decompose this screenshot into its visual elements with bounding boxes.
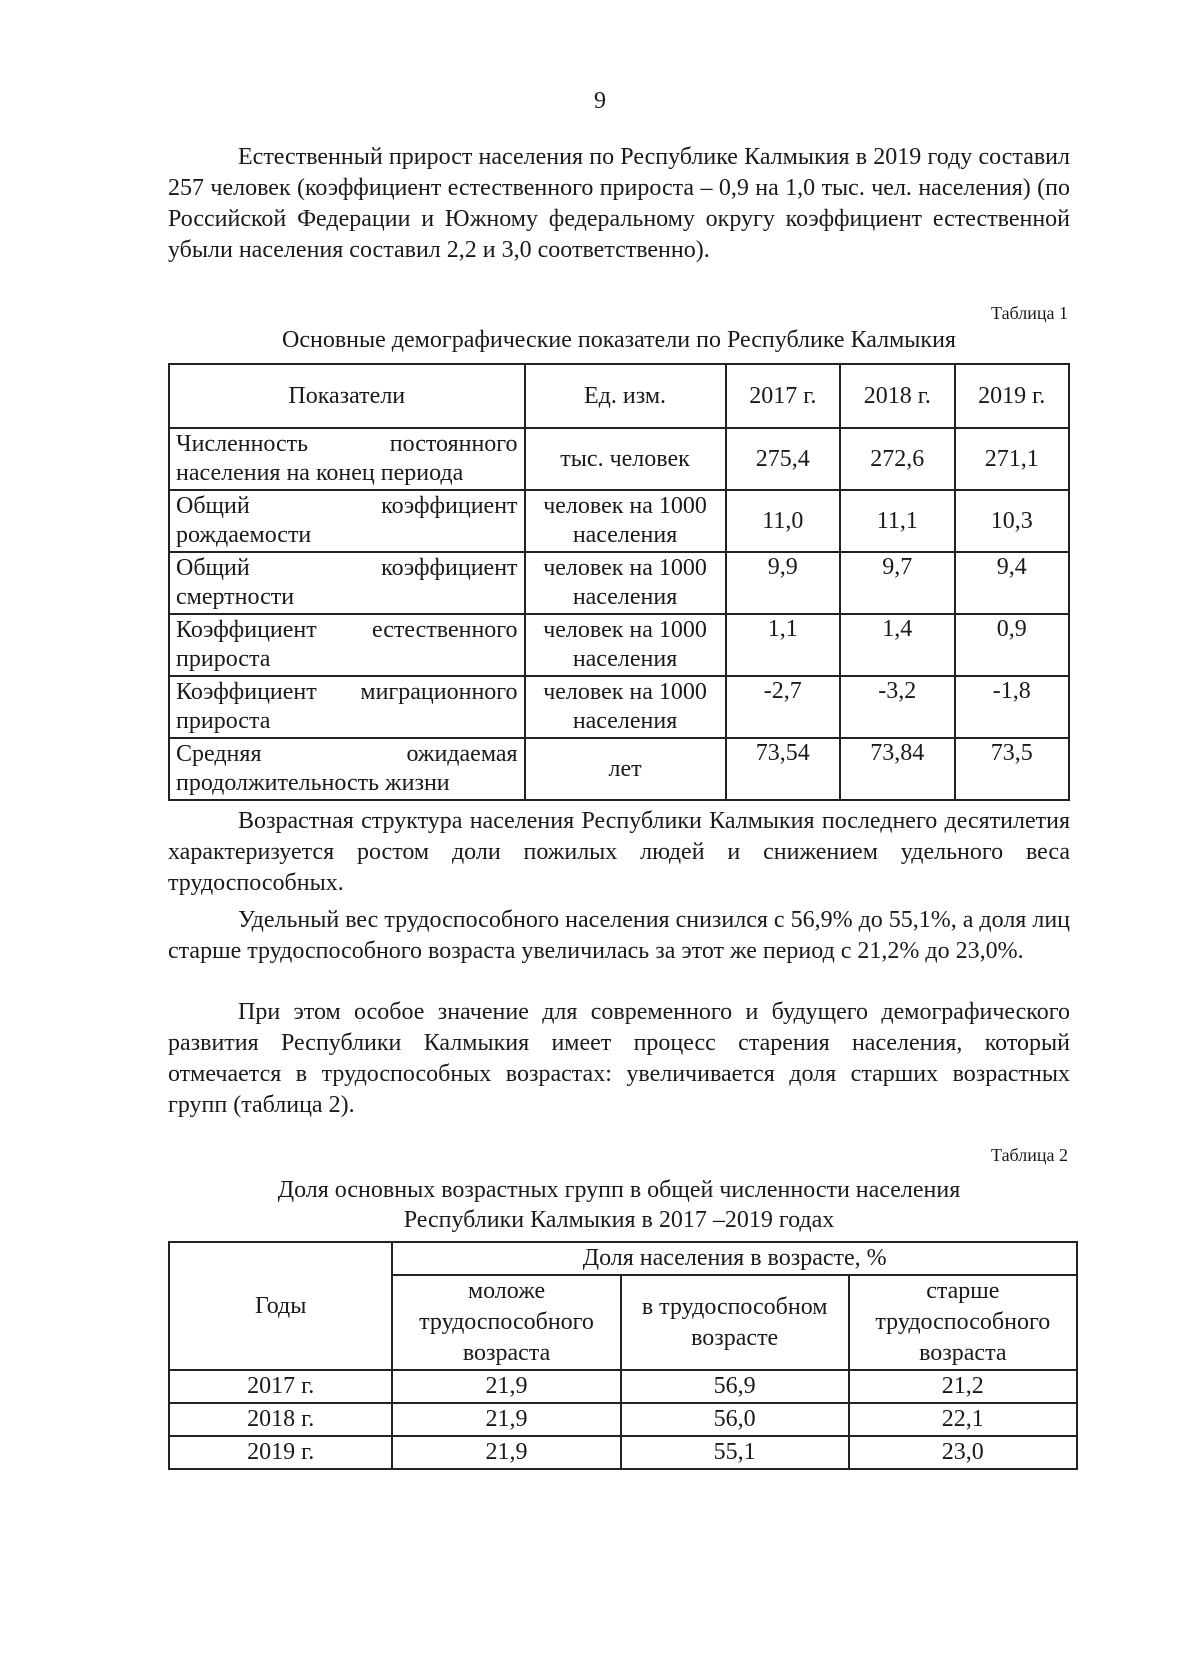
- table-1-header-row: [169, 364, 1069, 428]
- younger-cell: 21,9: [392, 1436, 620, 1469]
- paragraph-natural-growth: [168, 142, 1070, 266]
- working-cell: 56,0: [621, 1403, 849, 1436]
- indicator-cell: Численность постоянного населения на конец периода: [169, 428, 525, 490]
- page-number: 9: [594, 88, 606, 114]
- paragraph-1-text: Естественный прирост населения по Республике Калмыкия в 2019 году составил 257 человек (коэффициент естественного прироста – 0,9 на 1,0 тыс. чел. населения) (по Российской Федерации и Южному федеральному округу коэффициент естественной убыли населения составил 2,2 и 3,0 соответственно).: [168, 144, 1070, 263]
- header-unit: Ед. изм.: [525, 364, 726, 428]
- value-cell-2019: 271,1: [955, 428, 1070, 490]
- age-groups-table: [168, 1241, 1078, 1470]
- paragraph-2-text: Возрастная структура населения Республики Калмыкия последнего десятилетия характеризуется ростом доли пожилых людей и снижением удельного веса трудоспособных.: [168, 808, 1070, 896]
- younger-cell: 21,9: [392, 1370, 620, 1403]
- indicator-cell: Коэффициент естественного прироста: [169, 614, 525, 676]
- paragraph-4-text: При этом особое значение для современного и будущего демографического развития Республики Калмыкия имеет процесс старения населения, который отмечается в трудоспособных возрастах: увеличивается доля старших возрастных групп (таблица 2).: [168, 999, 1070, 1118]
- value-cell-2017: 73,54: [726, 738, 840, 800]
- value-cell-2017: 9,9: [726, 552, 840, 614]
- unit-cell: тыс. человек: [525, 428, 726, 490]
- table-row: [169, 1370, 1077, 1403]
- value-cell-2018: 11,1: [840, 490, 954, 552]
- table-1-label: Таблица 1: [991, 303, 1068, 323]
- unit-cell: человек на 1000 населения: [525, 614, 726, 676]
- table-row: [169, 490, 1069, 552]
- value-cell-2017: -2,7: [726, 676, 840, 738]
- table-row: [169, 1403, 1077, 1436]
- table-2-title-line-1: Доля основных возрастных групп в общей численности населения: [277, 1177, 961, 1203]
- working-cell: 55,1: [621, 1436, 849, 1469]
- older-cell: 21,2: [849, 1370, 1077, 1403]
- year-cell: 2018 г.: [169, 1403, 392, 1436]
- value-cell-2018: -3,2: [840, 676, 954, 738]
- unit-cell: лет: [525, 738, 726, 800]
- paragraph-age-structure: [168, 806, 1070, 899]
- value-cell-2018: 73,84: [840, 738, 954, 800]
- unit-cell: человек на 1000 населения: [525, 490, 726, 552]
- table-row: [169, 428, 1069, 490]
- header-2017: 2017 г.: [726, 364, 840, 428]
- value-cell-2019: 0,9: [955, 614, 1070, 676]
- value-cell-2019: 10,3: [955, 490, 1070, 552]
- older-cell: 23,0: [849, 1436, 1077, 1469]
- value-cell-2017: 275,4: [726, 428, 840, 490]
- header-indicator: Показатели: [169, 364, 525, 428]
- value-cell-2019: -1,8: [955, 676, 1070, 738]
- header-years: Годы: [169, 1242, 392, 1370]
- table-row: [169, 614, 1069, 676]
- header-2018: 2018 г.: [840, 364, 954, 428]
- table-row: [169, 552, 1069, 614]
- value-cell-2017: 11,0: [726, 490, 840, 552]
- paragraph-aging: [168, 997, 1070, 1121]
- paragraph-working-share: [168, 905, 1070, 967]
- younger-cell: 21,9: [392, 1403, 620, 1436]
- paragraph-3-text: Удельный вес трудоспособного населения снизился с 56,9% до 55,1%, а доля лиц старше трудоспособного возраста увеличилась за этот же период с 21,2% до 23,0%.: [168, 907, 1070, 964]
- header-2019: 2019 г.: [955, 364, 1070, 428]
- indicator-cell: Средняя ожидаемая продолжительность жизни: [169, 738, 525, 800]
- working-cell: 56,9: [621, 1370, 849, 1403]
- table-row: [169, 1436, 1077, 1469]
- header-working: в трудоспособном возрасте: [621, 1275, 849, 1370]
- table-1-title: Основные демографические показатели по Республике Калмыкия: [282, 327, 956, 353]
- table-row: [169, 676, 1069, 738]
- unit-cell: человек на 1000 населения: [525, 552, 726, 614]
- value-cell-2017: 1,1: [726, 614, 840, 676]
- indicator-cell: Коэффициент миграционного прироста: [169, 676, 525, 738]
- demographic-indicators-table: [168, 363, 1070, 801]
- year-cell: 2019 г.: [169, 1436, 392, 1469]
- value-cell-2018: 1,4: [840, 614, 954, 676]
- header-older: старше трудоспособного возраста: [849, 1275, 1077, 1370]
- header-population-share: Доля населения в возрасте, %: [392, 1242, 1077, 1275]
- value-cell-2019: 9,4: [955, 552, 1070, 614]
- header-younger: моложе трудоспособного возраста: [392, 1275, 620, 1370]
- table-2-header-row-1: [169, 1242, 1077, 1275]
- value-cell-2018: 272,6: [840, 428, 954, 490]
- table-row: [169, 738, 1069, 800]
- table-2-title-line-2: Республики Калмыкия в 2017 –2019 годах: [403, 1207, 835, 1233]
- year-cell: 2017 г.: [169, 1370, 392, 1403]
- value-cell-2019: 73,5: [955, 738, 1070, 800]
- unit-cell: человек на 1000 населения: [525, 676, 726, 738]
- table-2-label: Таблица 2: [991, 1145, 1068, 1165]
- value-cell-2018: 9,7: [840, 552, 954, 614]
- indicator-cell: Общий коэффициент смертности: [169, 552, 525, 614]
- table-2-title: [168, 1175, 1070, 1235]
- indicator-cell: Общий коэффициент рождаемости: [169, 490, 525, 552]
- older-cell: 22,1: [849, 1403, 1077, 1436]
